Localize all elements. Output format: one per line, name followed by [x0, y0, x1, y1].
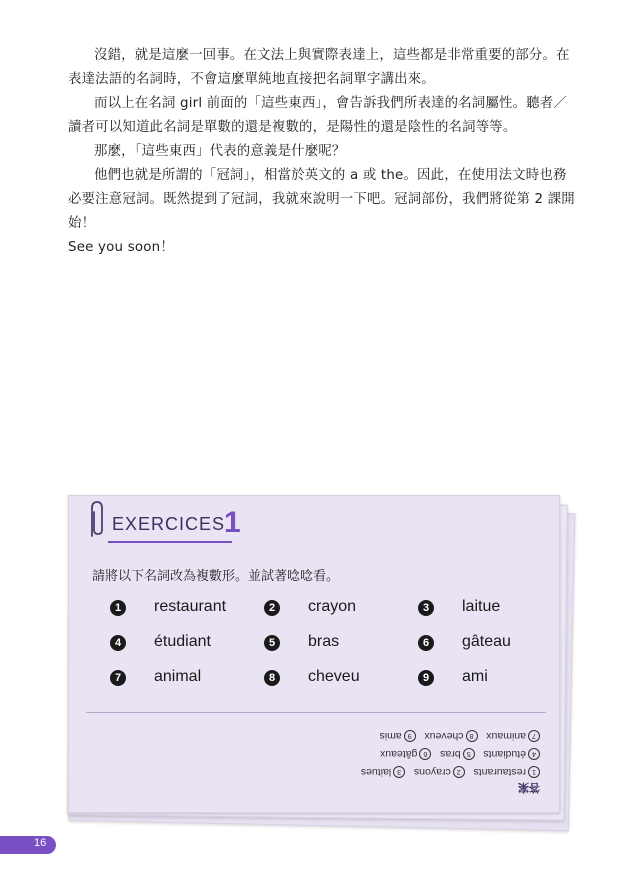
body-text [68, 44, 580, 260]
item-word-6: gâteau [462, 633, 511, 650]
item-badge-8: 8 [264, 670, 280, 686]
paperclip-icon [84, 500, 106, 540]
answer-word: gâteaux [380, 748, 418, 760]
item-badge-7: 7 [110, 670, 126, 686]
answer-word: animaux [486, 730, 526, 742]
answer-row-2 [380, 748, 540, 760]
answer-word: bras [440, 748, 461, 760]
paragraph-4: 他們也就是所謂的「冠詞」，相當於英文的 a 或 the。因此，在使用法文時也務必要注意冠詞。既然提到了冠詞，我就來說明一下吧。冠詞部份，我們將從第 2 課開始！ [68, 168, 575, 231]
answer-word: cheveux [424, 730, 464, 742]
item-word-7: animal [154, 668, 202, 685]
exercise-number: 1 [224, 506, 241, 539]
item-badge-5: 5 [264, 635, 280, 651]
answer-key-upside-down [336, 724, 546, 796]
item-word-3: laitue [462, 598, 501, 615]
page-number-tab [0, 836, 56, 854]
answer-word: restaurants [473, 766, 526, 778]
answer-num: 3 [393, 766, 405, 778]
item-word-1: restaurant [154, 598, 227, 615]
answer-word: laitues [360, 766, 392, 778]
answer-word: crayons [413, 766, 451, 778]
answer-num: 5 [463, 748, 475, 760]
paragraph-2: 而以上在名詞 girl 前面的「這些東西」，會告訴我們所表達的名詞屬性。聽者／讀者可以知道此名詞是單數的還是複數的，是陽性的還是陰性的名詞等等。 [68, 96, 567, 135]
answer-row-1 [361, 766, 540, 778]
answer-row-3 [379, 730, 540, 742]
answer-label: 答案 [518, 781, 540, 793]
paragraph-5: See you soon！ [68, 240, 174, 255]
answer-num: 6 [419, 748, 431, 760]
answer-word: amis [379, 730, 402, 742]
item-word-5: bras [308, 633, 340, 650]
item-badge-3: 3 [418, 600, 434, 616]
exercise-title: EXERCICES [112, 514, 226, 534]
answer-num: 9 [404, 730, 416, 742]
page-number: 16 [34, 837, 47, 849]
exercise-instruction: 請將以下名詞改為複數形。並試著唸唸看。 [92, 569, 340, 584]
item-badge-1: 1 [110, 600, 126, 616]
paragraph-1: 沒錯，就是這麼一回事。在文法上與實際表達上，這些都是非常重要的部分。在表達法語的名詞時，不會這麼單純地直接把名詞單字講出來。 [68, 48, 570, 87]
item-badge-6: 6 [418, 635, 434, 651]
item-word-9: ami [462, 668, 488, 685]
answer-num: 1 [528, 766, 540, 778]
answer-num: 8 [466, 730, 478, 742]
item-badge-9: 9 [418, 670, 434, 686]
item-word-8: cheveu [308, 668, 360, 685]
item-word-4: étudiant [154, 633, 211, 650]
title-underline [108, 541, 232, 543]
answer-num: 7 [528, 730, 540, 742]
item-word-2: crayon [308, 598, 357, 615]
answer-word: étudiants [483, 748, 526, 760]
answer-num: 2 [453, 766, 465, 778]
item-badge-2: 2 [264, 600, 280, 616]
paragraph-3: 那麼，「這些東西」代表的意義是什麼呢？ [94, 144, 346, 159]
answer-num: 4 [528, 748, 540, 760]
answer-divider [86, 712, 546, 713]
item-badge-4: 4 [110, 635, 126, 651]
